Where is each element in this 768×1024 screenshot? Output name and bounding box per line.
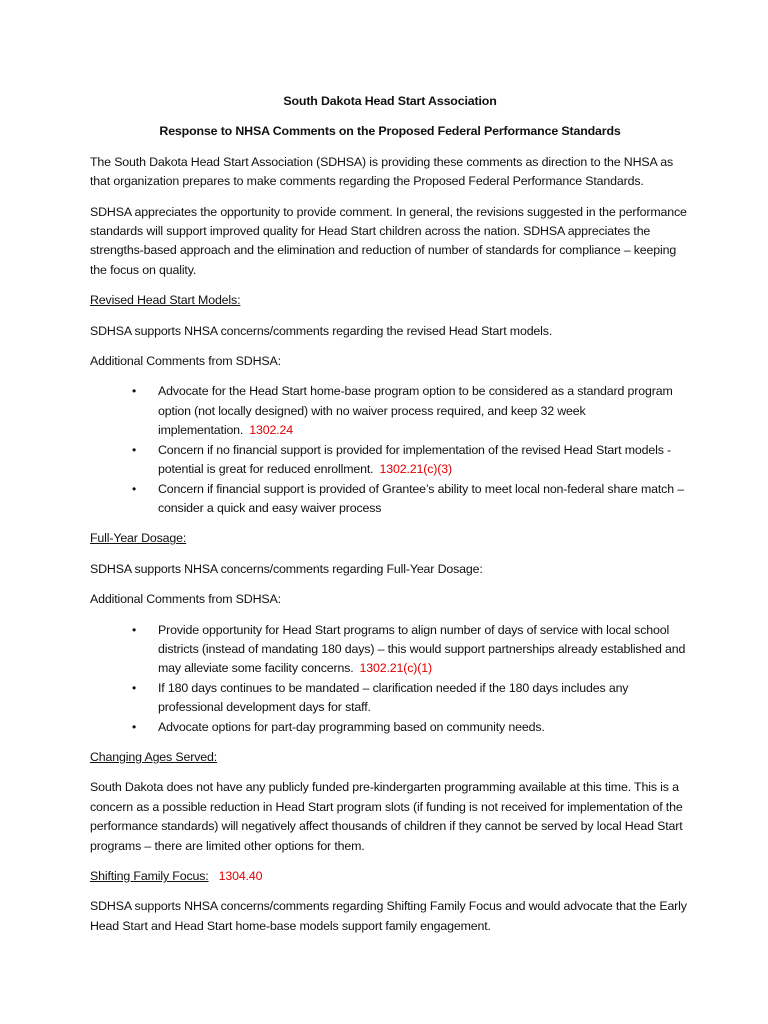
- section-support-full-year-dosage: SDHSA supports NHSA concerns/comments regarding Full-Year Dosage:: [90, 561, 483, 576]
- document-title: South Dakota Head Start Association: [283, 94, 497, 108]
- bullet-icon: •: [132, 384, 137, 399]
- section-body-changing-ages: South Dakota does not have any publicly funded pre-kindergarten programming available at this time. This is a concern as a possible reduction in Head Start program slots (if funding is not received for implementation of the performance standards) will negatively affect thousands of children if they cannot be served by local Head Start programs – there are limited other options for them.: [90, 780, 683, 853]
- bullet-icon: •: [132, 442, 137, 457]
- bullet-icon: •: [132, 481, 137, 496]
- list-item-text: Advocate for the Head Start home-base program option to be considered as a standard program option (not locally designed) with no waiver process required, and keep 32 week implementation.: [158, 384, 673, 438]
- list-item-text: Provide opportunity for Head Start programs to align number of days of service with local school districts (instead of mandating 180 days) – this would support partnerships already established and may alleviate some facility concerns.: [158, 622, 686, 676]
- section-heading-revised-models: Revised Head Start Models:: [90, 293, 241, 308]
- intro-paragraph-2: SDHSA appreciates the opportunity to provide comment. In general, the revisions suggested in the performance standards will support improved quality for Head Start children across the nation. SDHSA appreciates the strengths-based approach and the elimination and reduction of number of standards for compliance – keeping the focus on quality.: [90, 204, 687, 277]
- list-item: [90, 480, 690, 519]
- list-item-text: Advocate options for part-day programming based on community needs.: [158, 719, 545, 734]
- bullet-icon: •: [132, 680, 137, 695]
- section-heading-family-focus: Shifting Family Focus:: [90, 869, 209, 883]
- list-item: [90, 679, 690, 718]
- list-item: [90, 718, 690, 737]
- bullet-list-revised-models: [90, 382, 690, 518]
- section-additional-revised-models: Additional Comments from SDHSA:: [90, 354, 281, 369]
- section-heading-changing-ages: Changing Ages Served:: [90, 749, 218, 764]
- section-additional-full-year-dosage: Additional Comments from SDHSA:: [90, 592, 281, 607]
- bullet-list-full-year-dosage: [90, 621, 690, 737]
- section-support-revised-models: SDHSA supports NHSA concerns/comments regarding the revised Head Start models.: [90, 323, 553, 338]
- section-body-family-focus: SDHSA supports NHSA concerns/comments regarding Shifting Family Focus and would advocate that the Early Head Start and Head Start home-base models support family engagement.: [90, 899, 687, 933]
- regulation-reference: 1304.40: [218, 869, 263, 883]
- section-heading-row-family-focus: [90, 867, 690, 886]
- regulation-reference: 1302.21(c)(3): [379, 462, 452, 477]
- document-page: [90, 92, 690, 947]
- intro-paragraph-1: The South Dakota Head Start Association (SDHSA) is providing these comments as direction to the NHSA as that organization prepares to make comments regarding the Proposed Federal Performance Standards.: [90, 154, 674, 189]
- list-item: [90, 621, 690, 679]
- bullet-icon: •: [132, 622, 137, 637]
- bullet-icon: •: [132, 719, 137, 734]
- section-heading-full-year-dosage: Full-Year Dosage:: [90, 531, 187, 546]
- list-item: [90, 441, 690, 480]
- regulation-reference: 1302.21(c)(1): [359, 661, 432, 676]
- list-item-text: Concern if no financial support is provided for implementation of the revised Head Start models - potential is great for reduced enrollment.: [158, 442, 672, 477]
- document-subtitle: Response to NHSA Comments on the Proposed Federal Performance Standards: [159, 124, 621, 139]
- list-item: [90, 382, 690, 440]
- regulation-reference: 1302.24: [249, 423, 293, 438]
- list-item-text: If 180 days continues to be mandated – clarification needed if the 180 days includes any professional development days for staff.: [158, 680, 629, 715]
- list-item-text: Concern if financial support is provided of Grantee’s ability to meet local non-federal share match – consider a quick and easy waiver process: [158, 481, 684, 515]
